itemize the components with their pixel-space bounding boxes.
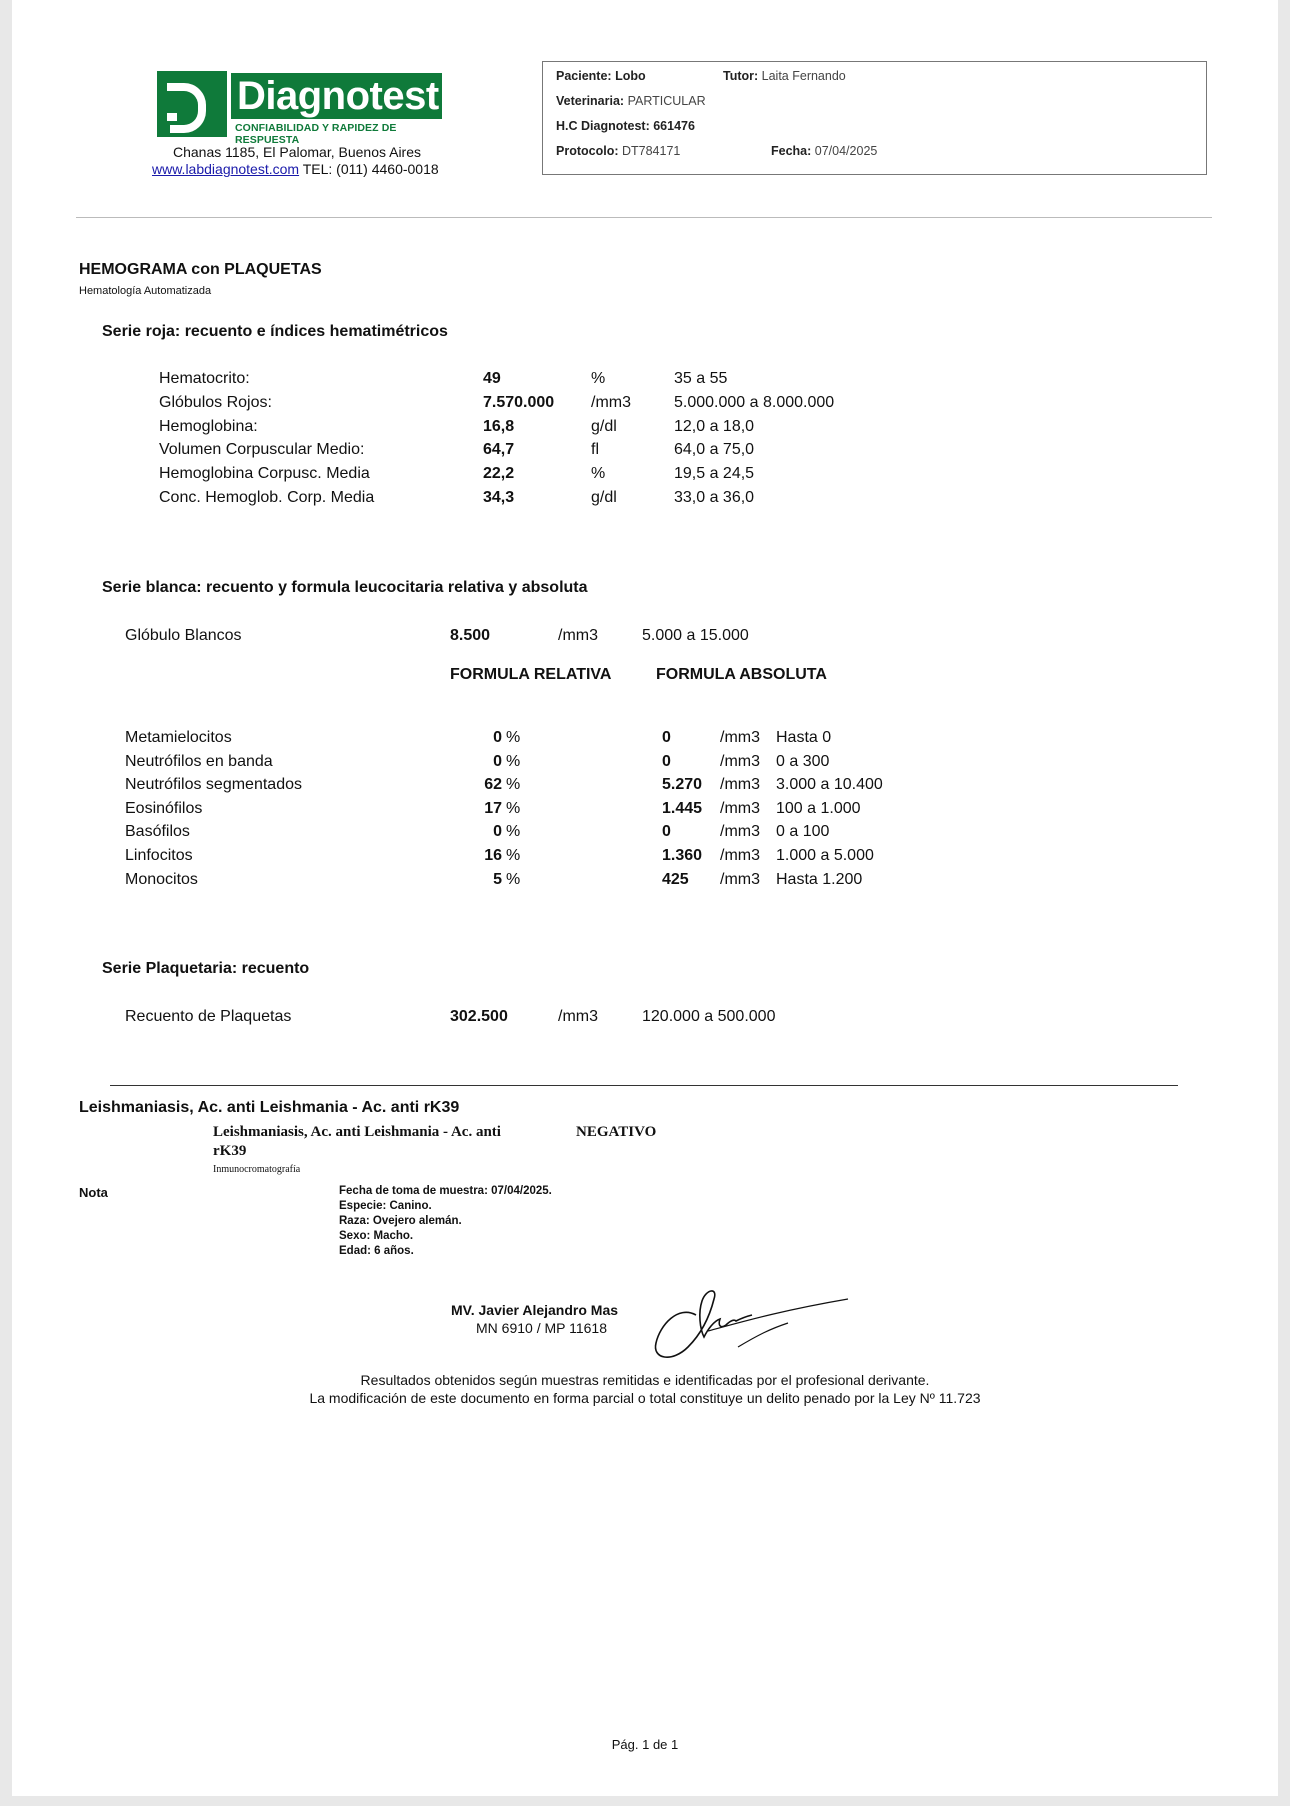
- red-series-name: Volumen Corpuscular Medio:: [159, 441, 365, 459]
- leish-method: Inmunocromatografía: [213, 1164, 301, 1175]
- white-series-unit: /mm3: [720, 799, 760, 817]
- white-series-absolute: 425: [662, 870, 689, 888]
- leish-result: NEGATIVO: [576, 1124, 657, 1140]
- red-series-unit: fl: [591, 441, 599, 459]
- plaquetas-name: Recuento de Plaquetas: [125, 1008, 292, 1025]
- white-series-relative: 5: [493, 870, 502, 888]
- red-series-unit: /mm3: [591, 393, 631, 411]
- red-series-range: 64,0 a 75,0: [674, 441, 755, 459]
- report-page: [12, 0, 1278, 1796]
- brand-tagline: CONFIABILIDAD Y RAPIDEZ DE RESPUESTA: [235, 122, 397, 146]
- nota-line: Edad: 6 años.: [339, 1245, 414, 1257]
- d-logo-icon: [157, 71, 227, 137]
- red-series-name: Hemoglobina:: [159, 417, 258, 435]
- white-series-relative: 62: [484, 776, 502, 794]
- hemograma-title: HEMOGRAMA con PLAQUETAS: [79, 261, 322, 278]
- white-series-relative: 17: [484, 799, 502, 817]
- white-series-name: Basófilos: [125, 823, 190, 841]
- footer-line-2: La modificación de este documento en forma parcial o total constituye un delito penado por la Ley Nº 11.723: [309, 1390, 981, 1406]
- lab-address: Chanas 1185, El Palomar, Buenos Aires: [173, 144, 422, 160]
- serie-roja-title: Serie roja: recuento e índices hematimétricos: [102, 323, 448, 340]
- signer-registry: MN 6910 / MP 11618: [476, 1320, 608, 1336]
- nota-line: Especie: Canino.: [339, 1200, 432, 1212]
- red-series-range: 5.000.000 a 8.000.000: [674, 393, 835, 411]
- leish-test-name-line2: rK39: [213, 1143, 247, 1159]
- gb-unit: /mm3: [558, 627, 598, 644]
- nota-line: Sexo: Macho.: [339, 1230, 414, 1242]
- serie-blanca-title: Serie blanca: recuento y formula leucocitaria relativa y absoluta: [102, 579, 588, 596]
- white-series-absolute: 0: [662, 823, 671, 841]
- white-series-range: 0 a 300: [776, 752, 830, 770]
- patient-name: Paciente: Lobo: [556, 69, 646, 83]
- signer-name: MV. Javier Alejandro Mas: [451, 1302, 619, 1318]
- patient-info-box: [542, 61, 1207, 175]
- white-series-unit: /mm3: [720, 729, 760, 746]
- red-series-value: 64,7: [483, 441, 515, 459]
- red-series-value: 7.570.000: [483, 393, 555, 411]
- lab-phone: TEL: (011) 4460-0018: [302, 161, 439, 177]
- tutor-name: Tutor: Laita Fernando: [723, 69, 846, 83]
- white-series-range: 100 a 1.000: [776, 799, 861, 817]
- plaquetas-value: 302.500: [450, 1008, 508, 1025]
- gb-range: 5.000 a 15.000: [642, 627, 749, 644]
- formula-absoluta-header: FORMULA ABSOLUTA: [656, 666, 827, 683]
- white-series-unit: /mm3: [720, 847, 760, 864]
- lab-contact: [152, 161, 439, 177]
- white-series-unit: /mm3: [720, 870, 760, 888]
- formula-relativa-header: FORMULA RELATIVA: [450, 666, 612, 683]
- white-series-relative: 0: [493, 752, 502, 770]
- white-series-name: Eosinófilos: [125, 799, 203, 817]
- plaquetas-range: 120.000 a 500.000: [642, 1008, 776, 1025]
- gb-name: Glóbulo Blancos: [125, 627, 242, 644]
- white-series-name: Monocitos: [125, 870, 198, 888]
- serie-plaquetaria-title: Serie Plaquetaria: recuento: [102, 960, 310, 977]
- red-series-value: 49: [483, 370, 501, 387]
- red-series-unit: %: [591, 465, 606, 483]
- white-series-absolute: 0: [662, 752, 671, 770]
- white-series-absolute: 1.445: [662, 799, 703, 817]
- leish-title: Leishmaniasis, Ac. anti Leishmania - Ac. anti rK39: [79, 1099, 460, 1116]
- white-series-name: Linfocitos: [125, 847, 193, 864]
- white-series-unit: /mm3: [720, 823, 760, 841]
- red-series-range: 33,0 a 36,0: [674, 489, 755, 506]
- red-series-range: 19,5 a 24,5: [674, 465, 755, 483]
- nota-line: Fecha de toma de muestra: 07/04/2025.: [339, 1185, 552, 1197]
- white-series-name: Neutrófilos segmentados: [125, 776, 302, 794]
- gb-value: 8.500: [450, 627, 491, 644]
- red-series-unit: %: [591, 370, 606, 387]
- protocolo: Protocolo: DT784171: [556, 144, 681, 158]
- white-series-unit: /mm3: [720, 776, 760, 794]
- red-series-name: Hematocrito:: [159, 370, 250, 387]
- red-series-unit: g/dl: [591, 489, 617, 506]
- white-series-pct: %: [506, 823, 521, 841]
- red-series-value: 34,3: [483, 489, 515, 506]
- white-series-pct: %: [506, 847, 521, 864]
- hc-number: H.C Diagnotest: 661476: [556, 119, 695, 133]
- veterinaria: Veterinaria: PARTICULAR: [556, 94, 706, 108]
- white-series-range: Hasta 1.200: [776, 870, 863, 888]
- white-series-pct: %: [506, 729, 521, 746]
- leish-test-name-line1: Leishmaniasis, Ac. anti Leishmania - Ac. anti: [213, 1124, 501, 1140]
- red-series-name: Glóbulos Rojos:: [159, 393, 272, 411]
- brand-name: Diagnotest: [231, 73, 442, 119]
- white-series-pct: %: [506, 870, 521, 888]
- white-series-range: 1.000 a 5.000: [776, 847, 874, 864]
- red-series-range: 12,0 a 18,0: [674, 417, 755, 435]
- signature-image: [648, 1285, 858, 1365]
- white-series-pct: %: [506, 776, 521, 794]
- white-series-absolute: 1.360: [662, 847, 703, 864]
- red-series-value: 16,8: [483, 417, 515, 435]
- red-series-unit: g/dl: [591, 417, 617, 435]
- plaquetas-unit: /mm3: [558, 1008, 598, 1025]
- white-series-range: 0 a 100: [776, 823, 830, 841]
- white-series-absolute: 5.270: [662, 776, 703, 794]
- red-series-range: 35 a 55: [674, 370, 728, 387]
- white-series-absolute: 0: [662, 729, 671, 746]
- red-series-value: 22,2: [483, 465, 515, 483]
- red-series-name: Hemoglobina Corpusc. Media: [159, 465, 370, 483]
- lab-website-link[interactable]: www.labdiagnotest.com: [152, 161, 300, 177]
- white-series-pct: %: [506, 799, 521, 817]
- section-divider: [110, 1085, 1178, 1086]
- header-divider: [76, 217, 1212, 218]
- white-series-range: Hasta 0: [776, 729, 832, 746]
- report-date: Fecha: 07/04/2025: [771, 144, 878, 158]
- nota-label: Nota: [79, 1185, 108, 1200]
- hemograma-subtitle: Hematología Automatizada: [79, 285, 212, 297]
- white-series-name: Neutrófilos en banda: [125, 752, 273, 770]
- white-series-name: Metamielocitos: [125, 729, 232, 746]
- white-series-pct: %: [506, 752, 521, 770]
- white-series-relative: 0: [493, 823, 502, 841]
- white-series-unit: /mm3: [720, 752, 760, 770]
- diagnotest-logo: [157, 71, 442, 146]
- white-series-relative: 0: [493, 729, 502, 746]
- red-series-name: Conc. Hemoglob. Corp. Media: [159, 489, 375, 506]
- page-number: Pág. 1 de 1: [611, 1737, 679, 1752]
- white-series-relative: 16: [484, 847, 502, 864]
- nota-line: Raza: Ovejero alemán.: [339, 1215, 462, 1227]
- white-series-range: 3.000 a 10.400: [776, 776, 883, 794]
- footer-line-1: Resultados obtenidos según muestras remitidas e identificadas por el profesional derivante.: [360, 1372, 930, 1388]
